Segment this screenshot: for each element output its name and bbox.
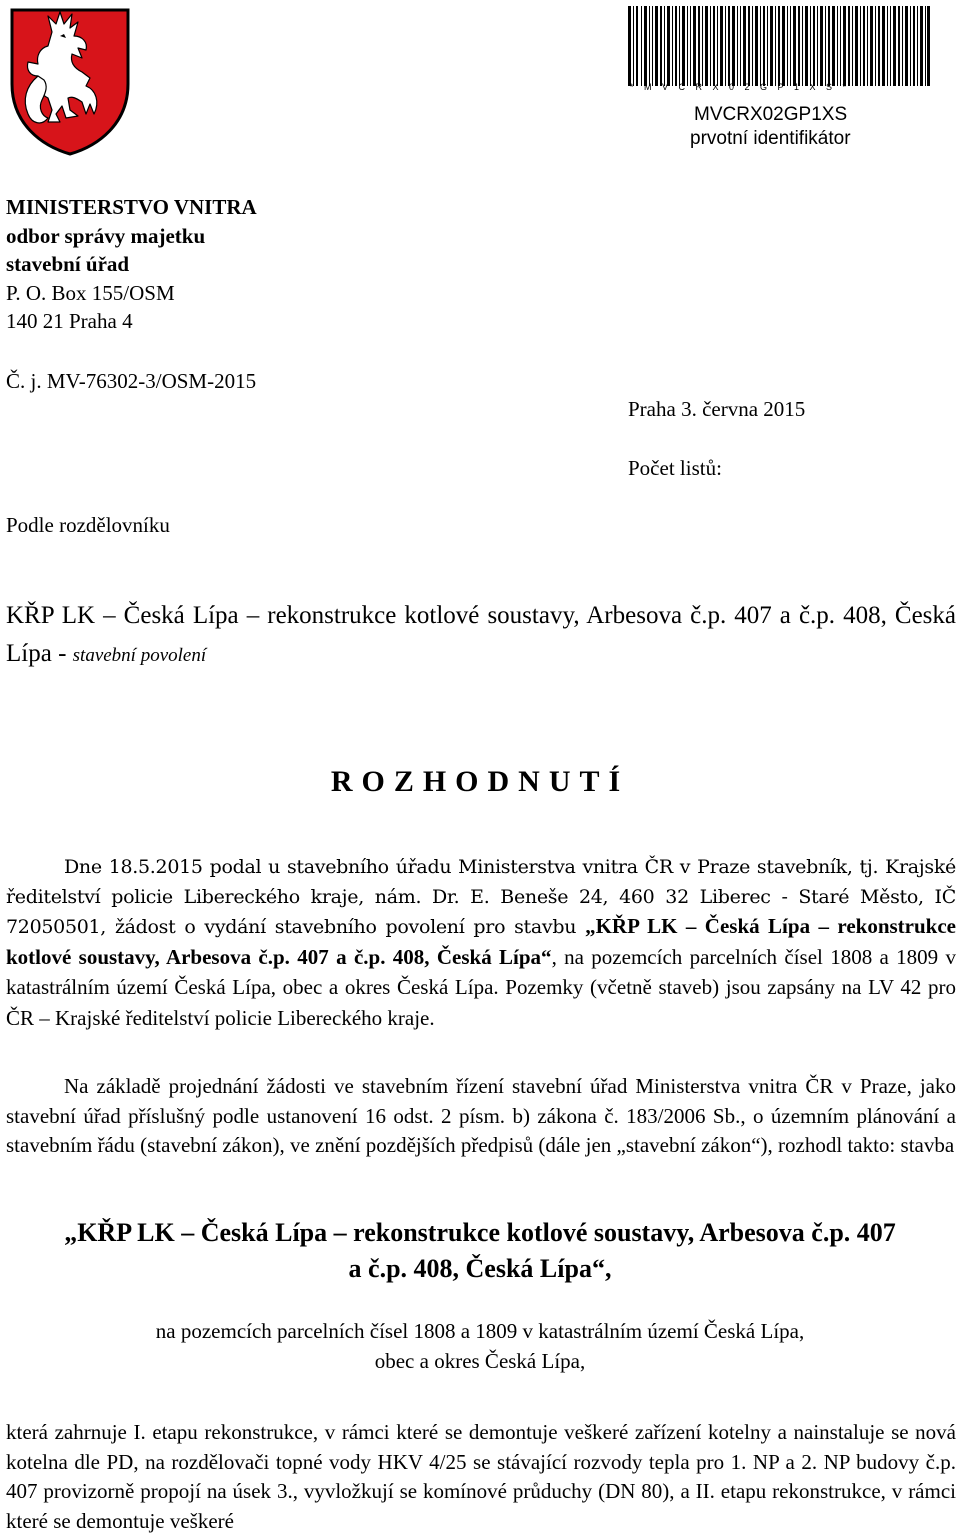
parcels-line-1: na pozemcích parcelních čísel 1808 a 1809 v katastrálním území Česká Lípa, xyxy=(155,1319,805,1343)
decision-line-2: a č.p. 408, Česká Lípa“, xyxy=(348,1254,612,1283)
subject-line xyxy=(6,597,956,675)
primary-identifier: MVCRX02GP1XS xyxy=(694,104,848,125)
decision-line-1: „KŘP LK – Česká Lípa – rekonstrukce kotlové soustavy, Arbesova č.p. 407 xyxy=(64,1218,896,1247)
sender-office: stavební úřad xyxy=(6,252,130,277)
subject-italic: stavební povolení xyxy=(72,645,207,666)
barcode-human-readable: *MVCRX02GP1XS* xyxy=(630,82,857,92)
paragraph-application-parcels: na pozemcích parcelních čísel 1808 a 1809 v katastrálním území Česká Lípa, obec a okres Česká Lípa. xyxy=(6,944,957,999)
decision-parcels xyxy=(0,1316,960,1376)
paragraph-application-text: Dne 18.5.2015 podal u stavebního úřadu Ministerstva vnitra ČR v Praze stavebník, tj. Krajské ředitelství policie Libereckého kraje, nám. Dr. E. Beneše 24, 460 32 Liberec - Staré Město, IČ 72050501, žádost o vydání stavebního povolení pro stavbu xyxy=(6,856,956,938)
paragraph-application xyxy=(6,853,956,1034)
primary-identifier-label: prvotní identifikátor xyxy=(690,128,851,149)
subject-main: KŘP LK – Česká Lípa – rekonstrukce kotlové soustavy, Arbesova č.p. 407 a č.p. 408, Česká Lípa - xyxy=(6,602,956,667)
construction-name: „KŘP LK – Česká Lípa – rekonstrukce kotlové soustavy, Arbesova č.p. 407 a č.p. 408, Česká Lípa“ xyxy=(6,914,956,969)
sender-department: odbor správy majetku xyxy=(6,223,206,248)
paragraph-ruling: Na základě projednání žádosti ve stavebním řízení stavební úřad Ministerstva vnitra ČR v Praze, jako stavební úřad příslušný podle ustanovení 16 odst. 2 písm. b) zákona č. 183/2006 Sb., o územním plánování a stavebním řádu (stavební zákon), ve znění pozdějších předpisů (dále jen „stavební zákon“), rozhodl takto: stavba xyxy=(6,1074,956,1157)
sheet-count: Počet listů: xyxy=(628,456,722,480)
sender-po-box: P. O. Box 155/OSM xyxy=(6,280,175,305)
decision-construction xyxy=(0,1215,960,1287)
recipient: Podle rozdělovníku xyxy=(6,513,170,537)
barcode xyxy=(628,6,930,86)
sender-postal-city: 140 21 Praha 4 xyxy=(6,309,133,334)
reference-number: Č. j. MV-76302-3/OSM-2015 xyxy=(6,369,257,393)
document-date: Praha 3. června 2015 xyxy=(628,397,806,421)
paragraph-scope: která zahrnuje I. etapu rekonstrukce, v rámci které se demontuje veškeré zařízení kotelny a nainstaluje se nová kotelna dle PD, na rozdělovači topné vody HKV 4/25 se stávající rozvody tepla pro 1. NP a 2. NP budovy č.p. 407 provizorně propojí na úsek 3., vyvložkují se komínové průduchy (DN 80), a II. etapu rekonstrukce, v rámci které se demontuje veškeré xyxy=(6,1420,956,1533)
czech-lion-crest-logo xyxy=(8,6,132,156)
decision-title: ROZHODNUTÍ xyxy=(330,765,630,798)
sender-ministry: MINISTERSTVO VNITRA xyxy=(6,195,257,219)
paragraph-application-ownership: Pozemky (včetně staveb) jsou zapsány na LV 42 pro ČR – Krajské ředitelství policie Libereckého kraje. xyxy=(6,975,956,1030)
sender-address xyxy=(6,193,257,336)
parcels-line-2: obec a okres Česká Lípa, xyxy=(374,1349,586,1373)
paragraph-application-sep: , xyxy=(551,944,565,969)
